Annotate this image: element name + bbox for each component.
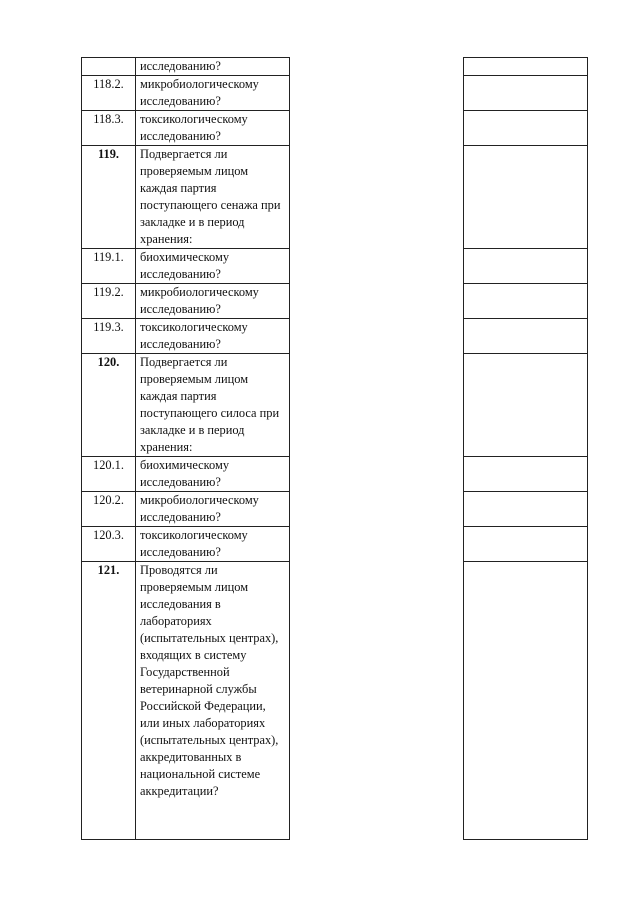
row-number [82, 58, 136, 76]
answer-cell [464, 527, 588, 562]
empty-cell [290, 457, 464, 492]
row-question: Подвергается ли проверяемым лицом каждая партия поступающего силоса при закладке и в период хранения: [136, 354, 290, 457]
table-row [82, 76, 588, 111]
checklist-table [81, 57, 588, 840]
row-number: 118.3. [82, 111, 136, 146]
row-number: 120. [82, 354, 136, 457]
empty-cell [290, 319, 464, 354]
row-number: 119.3. [82, 319, 136, 354]
empty-cell [290, 562, 464, 840]
answer-cell [464, 249, 588, 284]
empty-cell [290, 58, 464, 76]
empty-cell [290, 249, 464, 284]
row-question: микробиологическому исследованию? [136, 76, 290, 111]
row-number: 119. [82, 146, 136, 249]
row-question: Подвергается ли проверяемым лицом каждая партия поступающего сенажа при закладке и в период хранения: [136, 146, 290, 249]
table-row [82, 111, 588, 146]
empty-cell [290, 76, 464, 111]
empty-cell [290, 492, 464, 527]
table-row [82, 562, 588, 840]
row-number: 120.1. [82, 457, 136, 492]
row-number: 120.3. [82, 527, 136, 562]
row-number: 119.2. [82, 284, 136, 319]
answer-cell [464, 111, 588, 146]
answer-cell [464, 284, 588, 319]
row-number: 121. [82, 562, 136, 840]
answer-cell [464, 562, 588, 840]
answer-cell [464, 146, 588, 249]
row-question: биохимическому исследованию? [136, 249, 290, 284]
answer-cell [464, 76, 588, 111]
answer-cell [464, 457, 588, 492]
row-question: микробиологическому исследованию? [136, 492, 290, 527]
empty-cell [290, 146, 464, 249]
answer-cell [464, 354, 588, 457]
empty-cell [290, 527, 464, 562]
row-question: микробиологическому исследованию? [136, 284, 290, 319]
row-question: Проводятся ли проверяемым лицом исследования в лабораториях (испытательных центрах), входящих в систему Государственной ветеринарной службы Российской Федерации, или иных лабораториях (испытательных центрах), аккредитованных в национальной системе аккредитации? [136, 562, 290, 840]
table-row [82, 354, 588, 457]
answer-cell [464, 492, 588, 527]
table-row [82, 457, 588, 492]
row-question: токсикологическому исследованию? [136, 111, 290, 146]
row-question: токсикологическому исследованию? [136, 527, 290, 562]
row-question: токсикологическому исследованию? [136, 319, 290, 354]
empty-cell [290, 111, 464, 146]
table-row [82, 319, 588, 354]
table-row [82, 249, 588, 284]
row-question: биохимическому исследованию? [136, 457, 290, 492]
row-number: 119.1. [82, 249, 136, 284]
empty-cell [290, 284, 464, 319]
answer-cell [464, 319, 588, 354]
table-row [82, 284, 588, 319]
row-question: исследованию? [136, 58, 290, 76]
table-row [82, 146, 588, 249]
row-number: 118.2. [82, 76, 136, 111]
row-number: 120.2. [82, 492, 136, 527]
table-row [82, 492, 588, 527]
empty-cell [290, 354, 464, 457]
table-row [82, 527, 588, 562]
table-row [82, 58, 588, 76]
answer-cell [464, 58, 588, 76]
